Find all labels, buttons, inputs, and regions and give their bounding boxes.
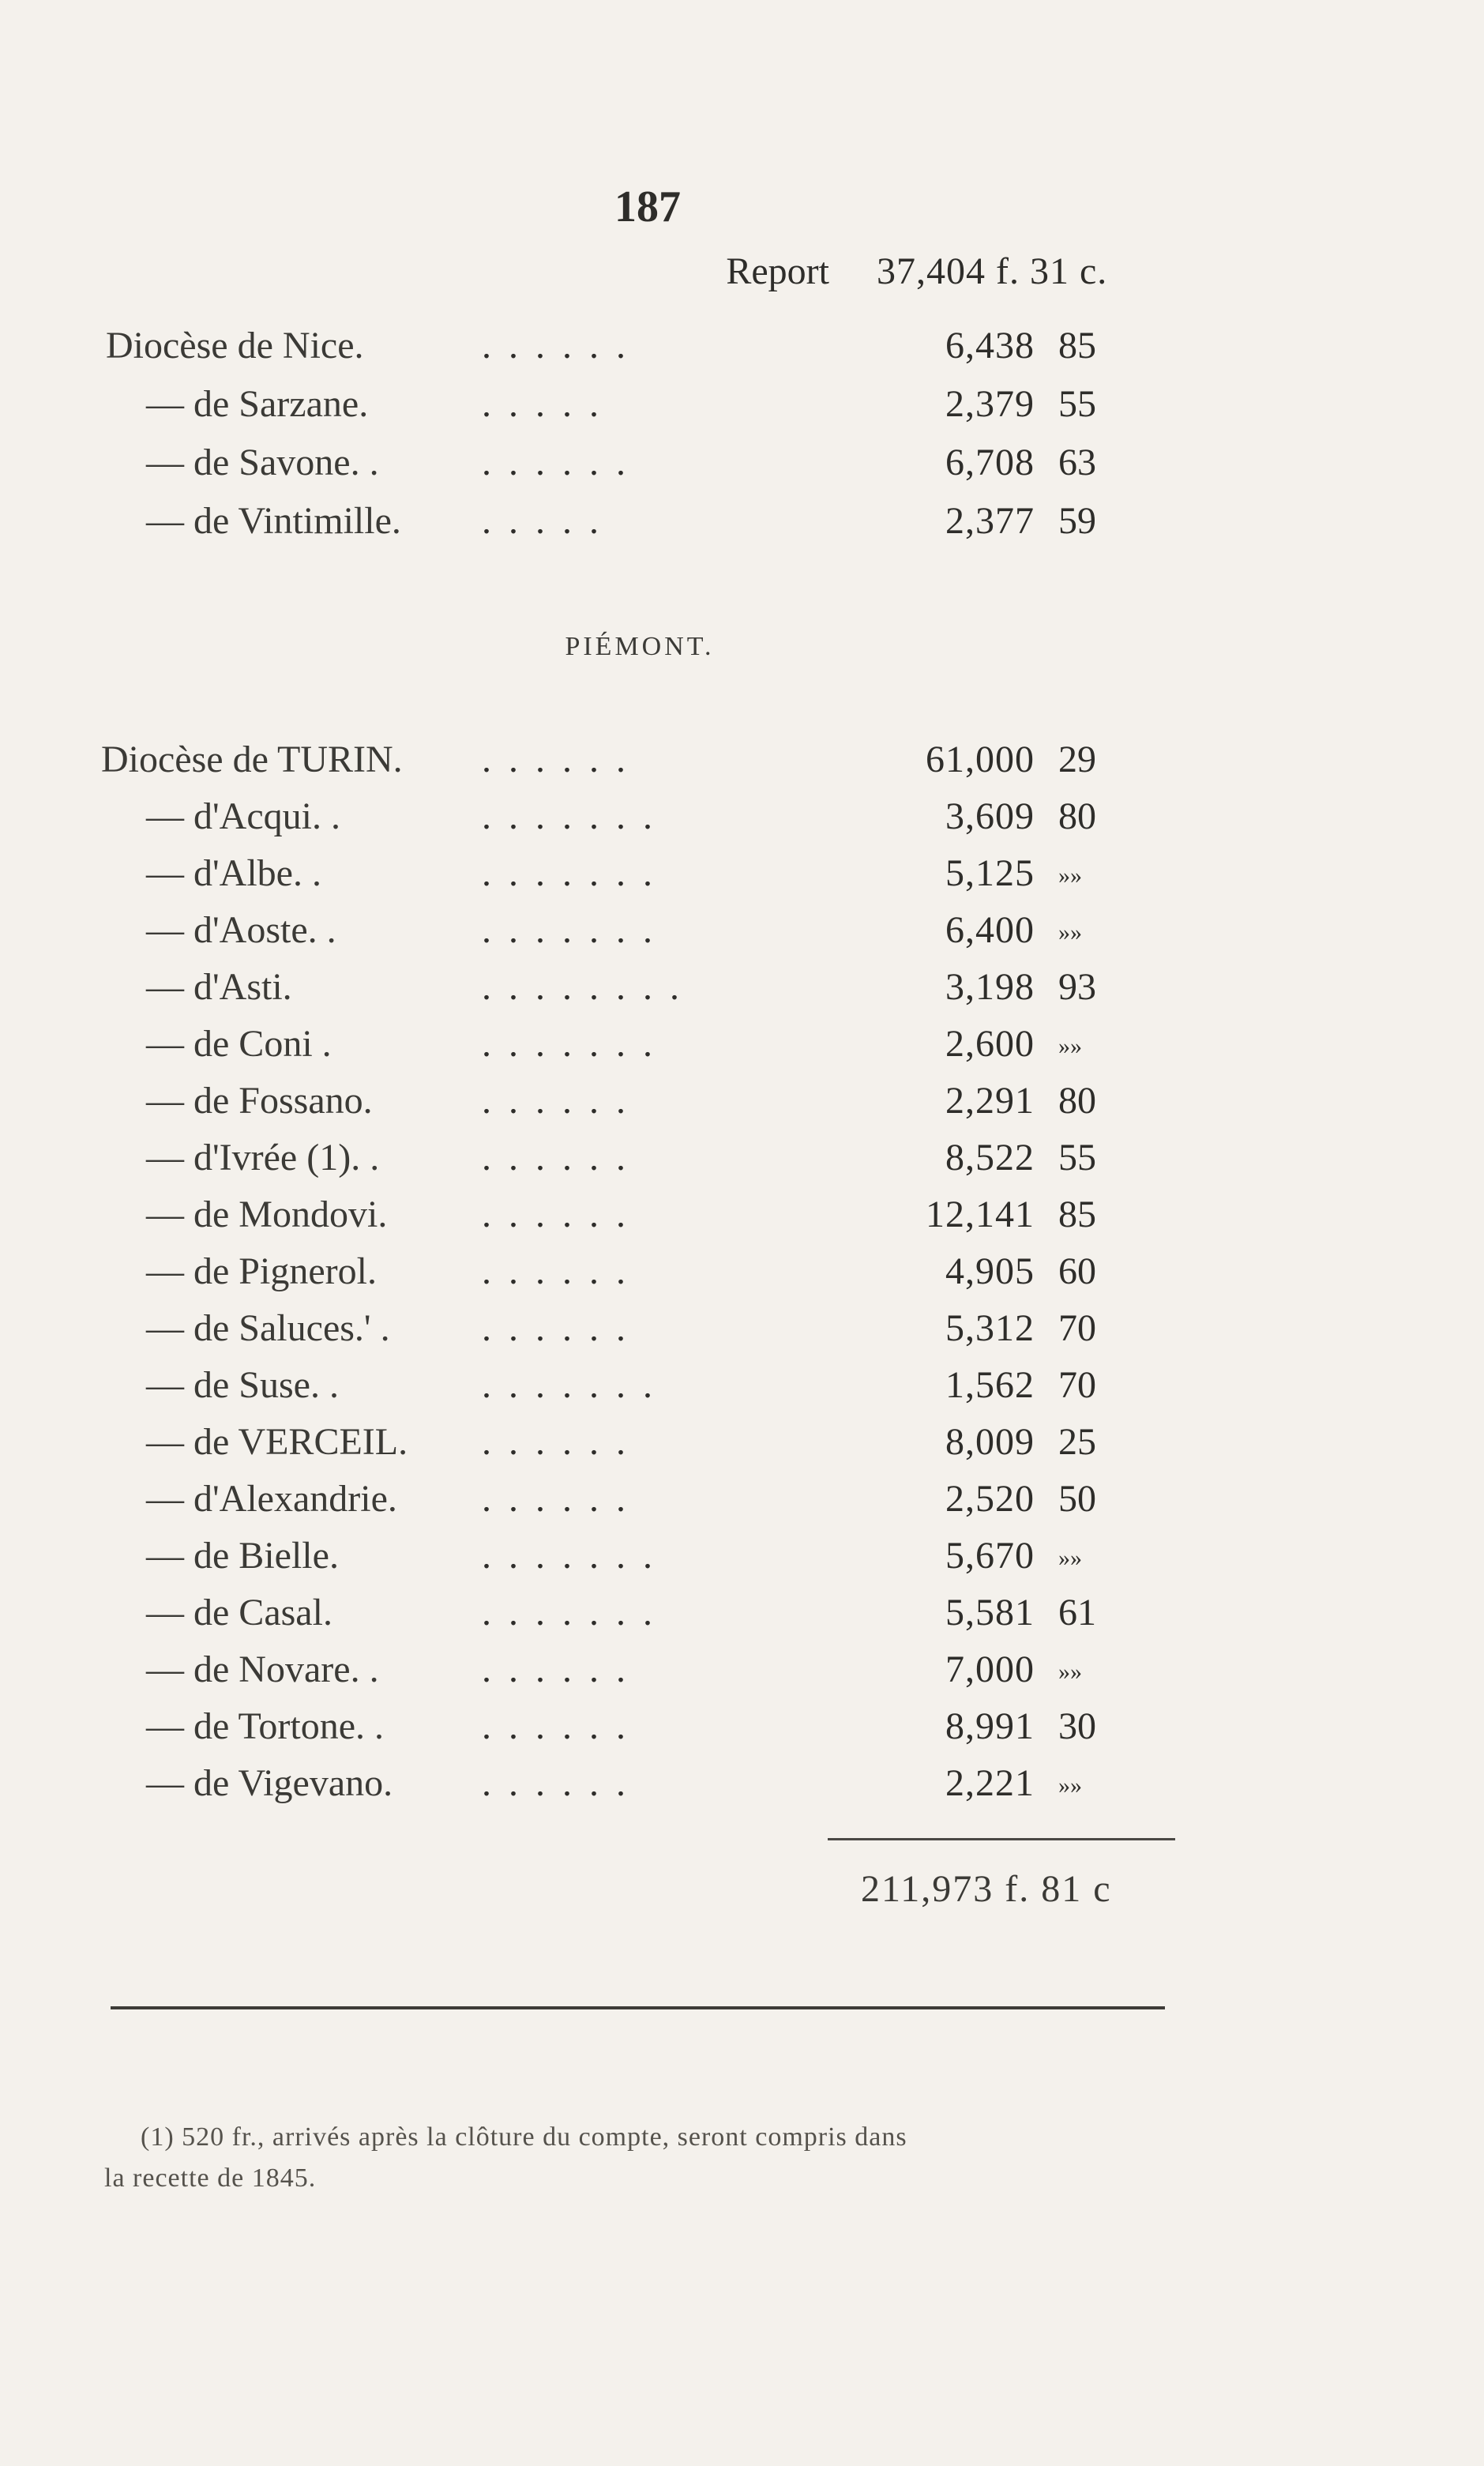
table-row [0, 441, 1484, 496]
amount-centimes: 55 [1058, 1137, 1096, 1178]
diocese-name: — de VERCEIL. [146, 1421, 408, 1463]
leader-dots: ..... [482, 500, 616, 542]
leader-dots: ....... [482, 852, 670, 894]
amount-centimes: »» [1058, 1772, 1082, 1799]
amount-francs: 1,562 [945, 1364, 1035, 1406]
amount-centimes: 70 [1058, 1307, 1096, 1349]
table-row [0, 795, 1484, 850]
leader-dots: ....... [482, 795, 670, 837]
table-row [0, 1250, 1484, 1305]
table-row [0, 1477, 1484, 1532]
report-amount: 37,404 f. 31 c. [877, 250, 1108, 292]
amount-centimes: 50 [1058, 1478, 1096, 1520]
table-row [0, 1591, 1484, 1646]
sum-rule [828, 1838, 1175, 1840]
leader-dots: ...... [482, 1250, 643, 1292]
footnote-divider [111, 2006, 1165, 2009]
leader-dots: ...... [482, 1307, 643, 1349]
leader-dots: ...... [482, 1705, 643, 1747]
amount-centimes: 25 [1058, 1421, 1096, 1463]
diocese-name: — de Savone. . [146, 442, 379, 483]
diocese-name: — de Coni . [146, 1023, 332, 1065]
diocese-name: — d'Ivrée (1). . [146, 1137, 380, 1178]
leader-dots: ...... [482, 1762, 643, 1804]
diocese-name: — de Sarzane. [146, 383, 369, 425]
table-row [0, 1420, 1484, 1475]
amount-centimes: 80 [1058, 795, 1096, 837]
amount-centimes: »» [1058, 1033, 1082, 1059]
amount-centimes: 30 [1058, 1705, 1096, 1747]
leader-dots: ........ [482, 966, 697, 1008]
table-row [0, 965, 1484, 1021]
diocese-name: — de Vigevano. [146, 1762, 393, 1804]
leader-dots: ...... [482, 325, 643, 367]
leader-dots: ....... [482, 1535, 670, 1577]
amount-francs: 2,520 [945, 1478, 1035, 1520]
amount-francs: 3,609 [945, 795, 1035, 837]
amount-francs: 6,400 [945, 909, 1035, 951]
diocese-name: — d'Asti. [146, 966, 292, 1008]
amount-centimes: 29 [1058, 739, 1096, 780]
amount-francs: 2,291 [945, 1080, 1035, 1122]
amount-centimes: 60 [1058, 1250, 1096, 1292]
table-row [0, 382, 1484, 438]
diocese-name: Diocèse de Nice. [106, 325, 364, 367]
diocese-name: — d'Aoste. . [146, 909, 336, 951]
leader-dots: ....... [482, 909, 670, 951]
amount-francs: 3,198 [945, 966, 1035, 1008]
leader-dots: ....... [482, 1023, 670, 1065]
diocese-name: — d'Albe. . [146, 852, 321, 894]
footnote-line: (1) 520 fr., arrivés après la clôture du compte, seront compris dans [141, 2122, 907, 2152]
diocese-name: — de Tortone. . [146, 1705, 385, 1747]
page-number: 187 [614, 182, 681, 231]
report-label: Report [726, 250, 829, 292]
leader-dots: ...... [482, 1421, 643, 1463]
amount-centimes: »» [1058, 919, 1082, 945]
table-row [0, 1534, 1484, 1589]
leader-dots: ...... [482, 1648, 643, 1690]
amount-centimes: 55 [1058, 383, 1096, 425]
table-row [0, 1136, 1484, 1191]
section-heading: PIÉMONT. [565, 632, 715, 661]
amount-centimes: »» [1058, 1545, 1082, 1571]
leader-dots: ...... [482, 1137, 643, 1178]
amount-francs: 2,600 [945, 1023, 1035, 1065]
table-row [0, 1022, 1484, 1077]
amount-centimes: 63 [1058, 442, 1096, 483]
diocese-name: — de Fossano. [146, 1080, 373, 1122]
amount-francs: 5,581 [945, 1592, 1035, 1633]
amount-francs: 5,125 [945, 852, 1035, 894]
amount-francs: 5,312 [945, 1307, 1035, 1349]
leader-dots: ...... [482, 739, 643, 780]
amount-centimes: »» [1058, 1659, 1082, 1685]
amount-centimes: 70 [1058, 1364, 1096, 1406]
table-row [0, 1193, 1484, 1248]
leader-dots: ....... [482, 1592, 670, 1633]
amount-francs: 4,905 [945, 1250, 1035, 1292]
diocese-name: — de Bielle. [146, 1535, 339, 1577]
table-row [0, 1306, 1484, 1362]
table-row [0, 1363, 1484, 1419]
table-row [0, 324, 1484, 379]
diocese-name: — de Casal. [146, 1592, 332, 1633]
total-amount: 211,973 f. 81 c [861, 1868, 1112, 1910]
amount-centimes: 61 [1058, 1592, 1096, 1633]
table-row [0, 1761, 1484, 1817]
amount-centimes: 85 [1058, 1194, 1096, 1235]
diocese-name: — de Pignerol. [146, 1250, 377, 1292]
footnote [104, 2117, 1210, 2199]
leader-dots: ...... [482, 442, 643, 483]
leader-dots: ...... [482, 1478, 643, 1520]
diocese-name: — d'Alexandrie. [146, 1478, 397, 1520]
amount-francs: 8,522 [945, 1137, 1035, 1178]
table-row [0, 1648, 1484, 1703]
amount-centimes: 85 [1058, 325, 1096, 367]
table-row [0, 908, 1484, 964]
amount-francs: 8,991 [945, 1705, 1035, 1747]
table-row [0, 738, 1484, 793]
leader-dots: ....... [482, 1364, 670, 1406]
table-row [0, 851, 1484, 907]
diocese-name: Diocèse de TURIN. [101, 739, 403, 780]
footnote-line: la recette de 1845. [104, 2163, 317, 2193]
diocese-name: — de Saluces.' . [146, 1307, 390, 1349]
table-row [0, 1079, 1484, 1134]
diocese-name: — de Vintimille. [146, 500, 401, 542]
amount-centimes: 93 [1058, 966, 1096, 1008]
amount-francs: 6,708 [945, 442, 1035, 483]
diocese-name: — de Mondovi. [146, 1194, 388, 1235]
diocese-name: — de Novare. . [146, 1648, 379, 1690]
amount-centimes: 59 [1058, 500, 1096, 542]
amount-francs: 8,009 [945, 1421, 1035, 1463]
amount-francs: 2,377 [945, 500, 1035, 542]
amount-centimes: »» [1058, 863, 1082, 889]
table-row [0, 1705, 1484, 1760]
amount-francs: 2,379 [945, 383, 1035, 425]
amount-centimes: 80 [1058, 1080, 1096, 1122]
amount-francs: 7,000 [945, 1648, 1035, 1690]
diocese-name: — de Suse. . [146, 1364, 339, 1406]
amount-francs: 5,670 [945, 1535, 1035, 1577]
leader-dots: ..... [482, 383, 616, 425]
amount-francs: 61,000 [926, 739, 1035, 780]
amount-francs: 2,221 [945, 1762, 1035, 1804]
amount-francs: 6,438 [945, 325, 1035, 367]
leader-dots: ...... [482, 1194, 643, 1235]
diocese-name: — d'Acqui. . [146, 795, 340, 837]
amount-francs: 12,141 [926, 1194, 1035, 1235]
leader-dots: ...... [482, 1080, 643, 1122]
table-row [0, 499, 1484, 554]
